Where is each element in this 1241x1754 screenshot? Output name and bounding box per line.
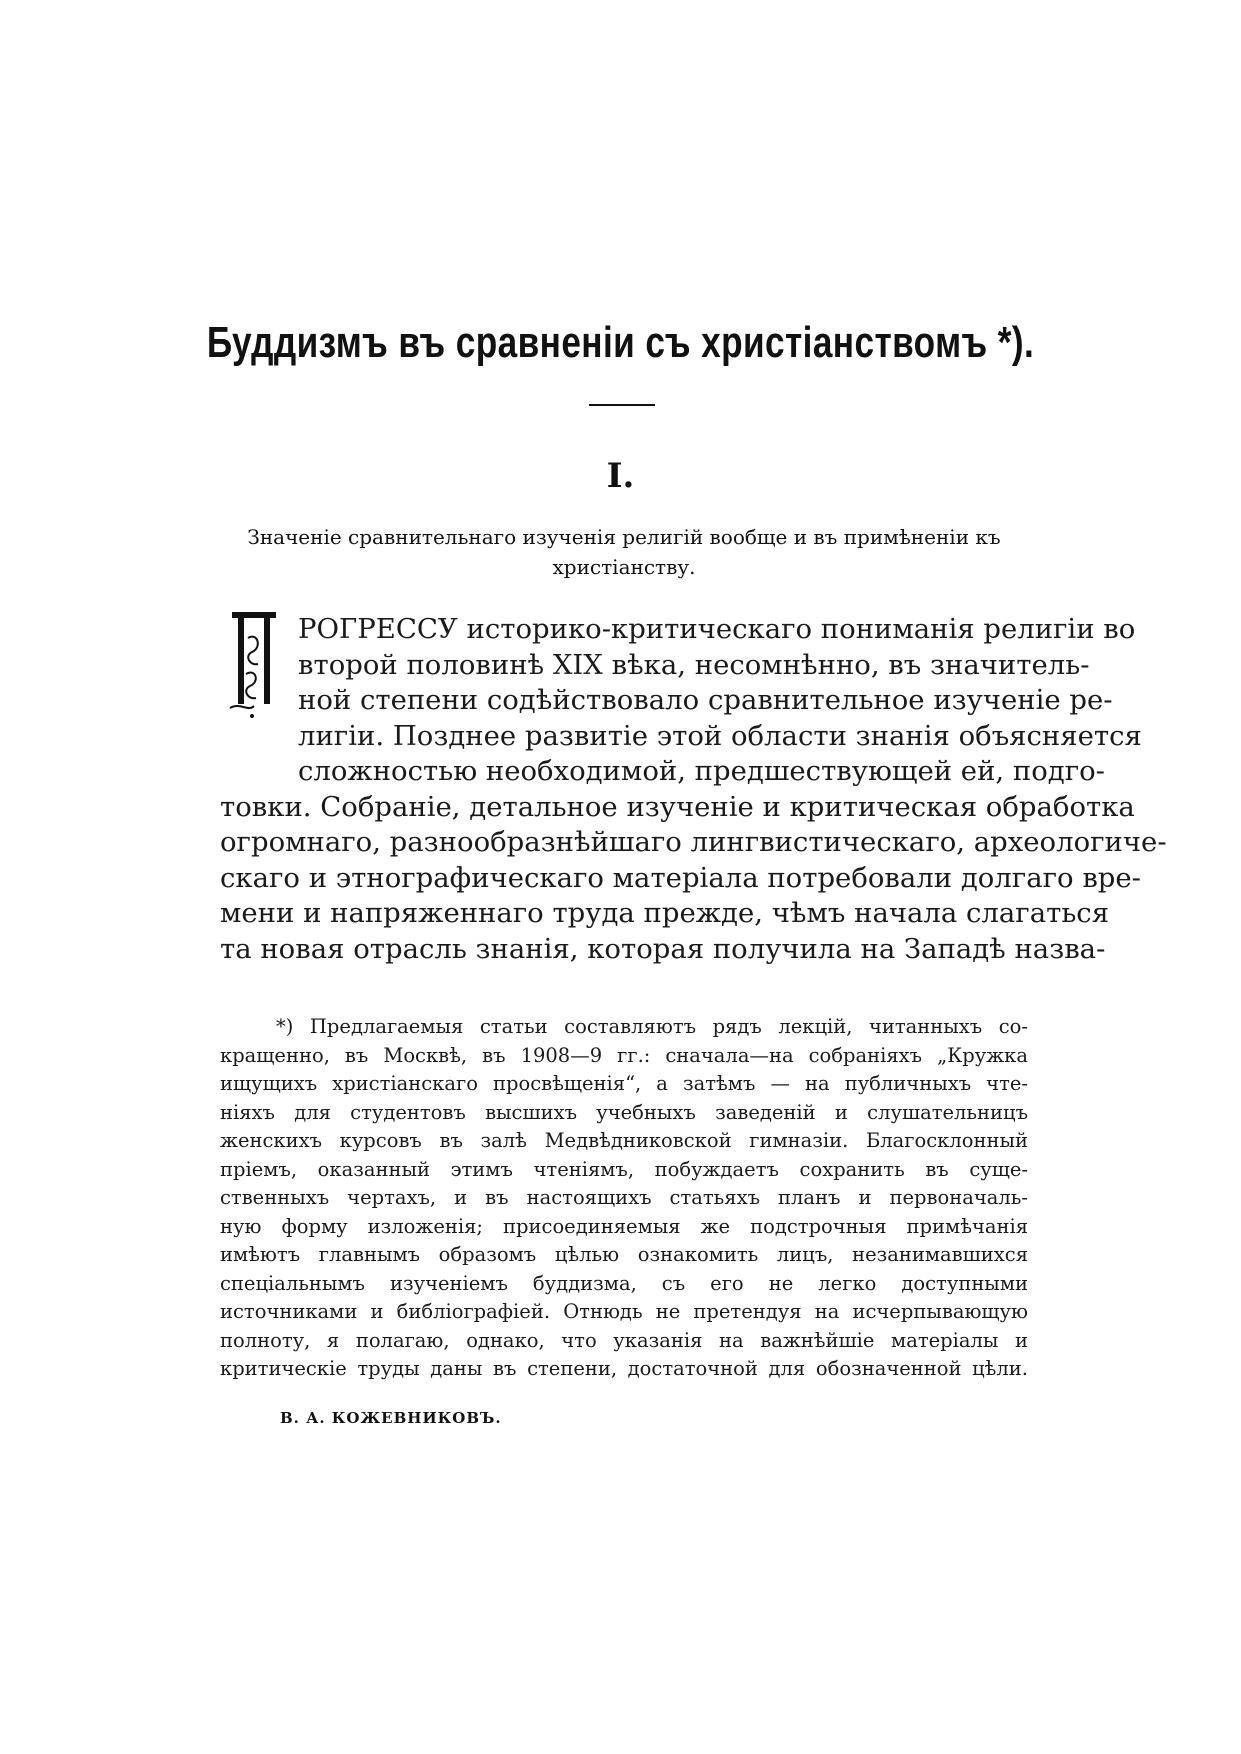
footnote-line: ищущихъ христіанскаго просвѣщенія“, а затѣмъ — на публичныхъ чте- xyxy=(220,1072,1028,1095)
body-line: сложностью необходимой, предшествующей ей, подго- xyxy=(298,755,1105,787)
section-subtitle xyxy=(220,522,1028,582)
section-numeral: I. xyxy=(606,456,635,496)
footnote-line: ніяхъ для студентовъ высшихъ учебныхъ заведеній и слушательницъ xyxy=(220,1100,1028,1124)
footnote-line: критическіе труды даны въ степени, достаточной для обозначенной цѣли. xyxy=(220,1357,1028,1380)
body-line: второй половинѣ XIX вѣка, несомнѣнно, въ значитель- xyxy=(298,648,1090,681)
author-signature: В. А. КОЖЕВНИКОВЪ. xyxy=(280,1409,502,1427)
body-line: огромнаго, разнообразнѣйшаго лингвистическаго, археологиче- xyxy=(220,826,1167,858)
footnote-line: кращенно, въ Москвѣ, въ 1908—9 гг.: сначала—на собраніяхъ „Кружка xyxy=(220,1043,1028,1067)
body-line: та новая отрасль знанія, которая получила на Западѣ назва- xyxy=(220,932,1106,965)
body-line: скаго и этнографическаго матеріала потребовали долгаго вре- xyxy=(220,861,1141,894)
footnote-line: имѣютъ главнымъ образомъ цѣлью ознакомить лицъ, незанимавшихся xyxy=(220,1243,1028,1266)
body-line: товки. Собраніе, детальное изученіе и критическая обработка xyxy=(220,790,1135,823)
body-line: лигіи. Позднее развитіе этой области знанія объясняется xyxy=(298,719,1142,752)
subtitle-line: Значеніе сравнительнаго изученія религій вообще и въ примѣненіи къ xyxy=(247,525,1001,549)
body-line: РОГРЕССУ историко-критическаго пониманія религіи во xyxy=(298,613,1136,645)
footnote-line: женскихъ курсовъ въ залѣ Медвѣдниковской гимназіи. Благосклонный xyxy=(220,1129,1028,1152)
page-title: Буддизмъ въ сравненіи съ христіанствомъ *). xyxy=(206,318,1035,367)
footnote xyxy=(220,1013,1028,1384)
footnote-line: пріемъ, оказанный этимъ чтеніямъ, побуждаетъ сохранить въ суще- xyxy=(220,1157,1028,1181)
title-divider xyxy=(589,404,655,406)
footnote-line: *) Предлагаемыя статьи составляютъ рядъ лекцій, читанныхъ со- xyxy=(276,1015,1028,1038)
body-line: мени и напряженнаго труда прежде, чѣмъ начала слагаться xyxy=(220,897,1110,929)
subtitle-line: христіанству. xyxy=(552,555,696,579)
footnote-line: спеціальнымъ изученіемъ буддизма, съ его не легко доступными xyxy=(220,1271,1028,1295)
body-line: ной степени содѣйствовало сравнительное изученіе ре- xyxy=(298,684,1113,716)
footnote-line: ную форму изложенія; присоединяемыя же подстрочныя примѣчанія xyxy=(220,1214,1028,1238)
footnote-line: источниками и библіографіей. Отнюдь не претендуя на исчерпывающую xyxy=(220,1300,1028,1323)
body-paragraph xyxy=(220,612,1167,967)
footnote-line: ственныхъ чертахъ, и въ настоящихъ статьяхъ планъ и первоначаль- xyxy=(220,1186,1028,1209)
footnote-line: полноту, я полагаю, однако, что указанія на важнѣйшіе матеріалы и xyxy=(220,1328,1028,1352)
